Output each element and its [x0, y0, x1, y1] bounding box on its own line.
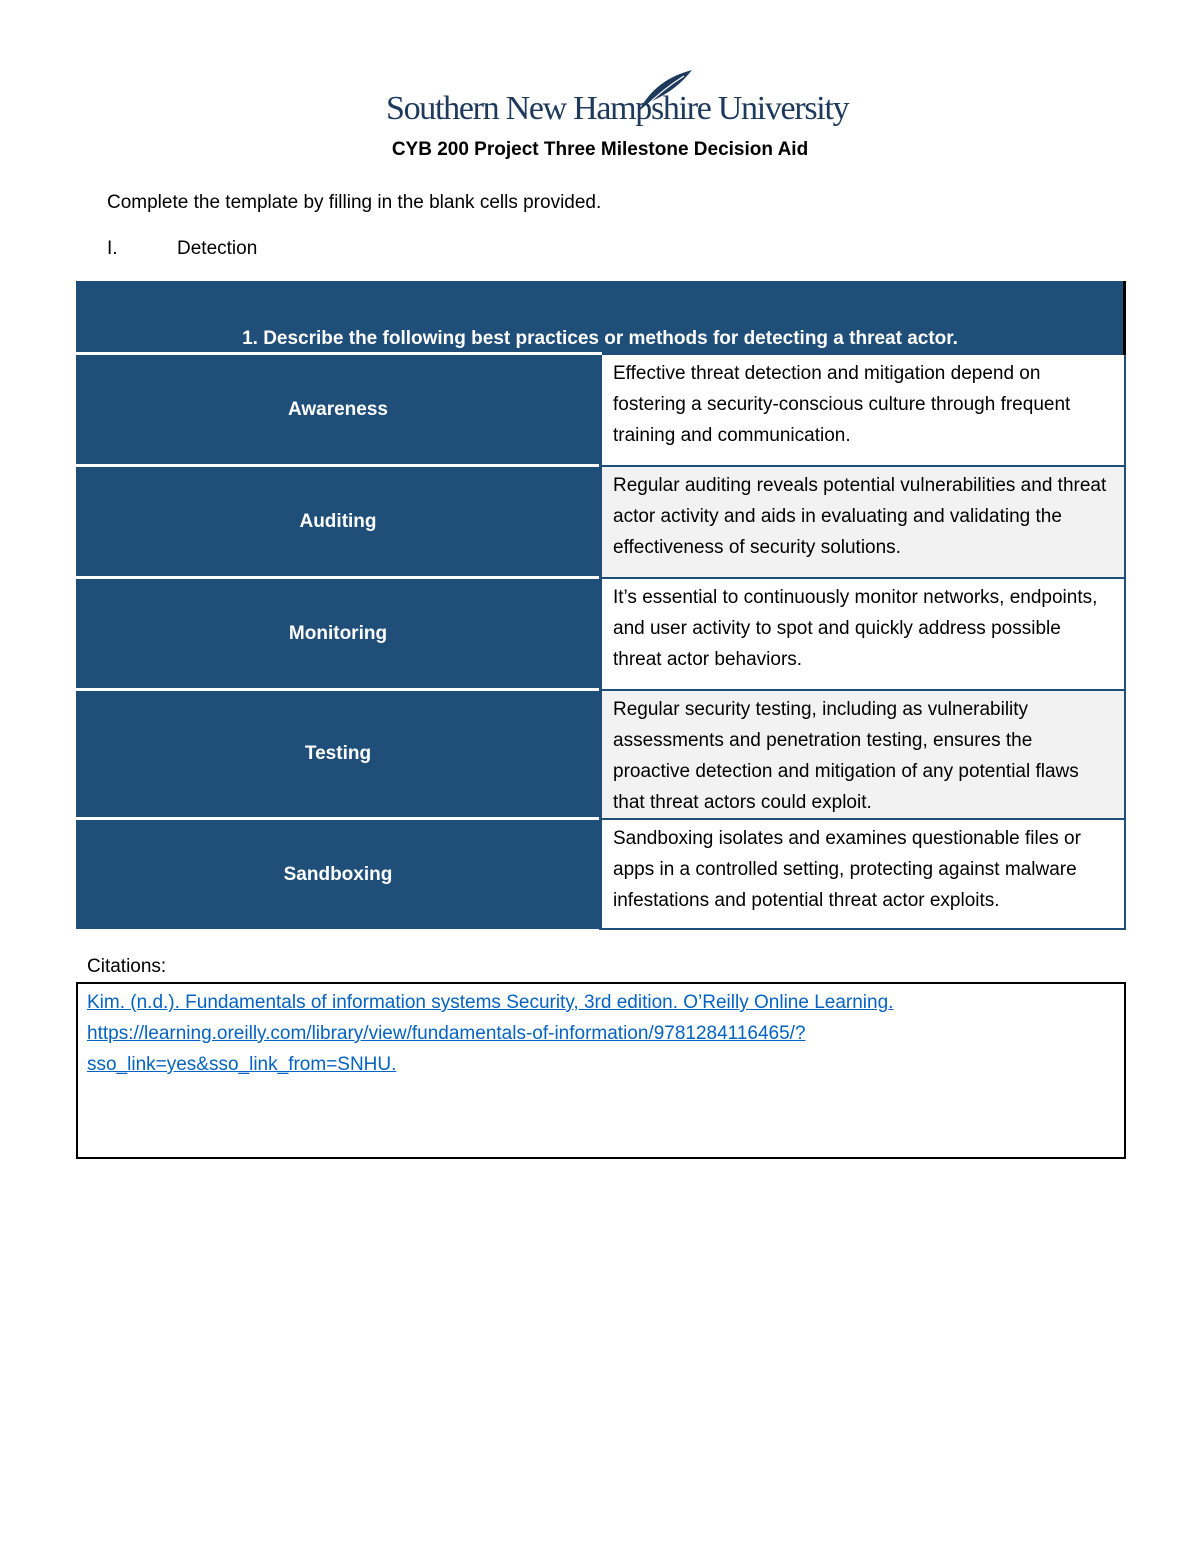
section-number: I. — [107, 238, 118, 259]
row-content-awareness[interactable]: Effective threat detection and mitigation depend on fostering a security-conscious culture through frequent training and communication. — [601, 354, 1125, 466]
table-row — [77, 690, 1125, 819]
citations-label: Citations: — [87, 956, 167, 977]
citations-box[interactable] — [76, 982, 1126, 1159]
instructions-text: Complete the template by filling in the blank cells provided. — [107, 192, 602, 213]
row-content-monitoring[interactable]: It’s essential to continuously monitor networks, endpoints, and user activity to spot and quickly address possible threat actor behaviors. — [601, 578, 1125, 690]
citation-line[interactable]: https://learning.oreilly.com/library/view/fundamentals-of-information/9781284116465/? — [87, 1023, 806, 1044]
university-logo — [386, 68, 849, 136]
row-content-testing[interactable]: Regular security testing, including as vulnerability assessments and penetration testing, ensures the proactive detection and mitigation of any potential flaws that threat actors could exploit. — [601, 690, 1125, 819]
row-content-auditing[interactable]: Regular auditing reveals potential vulnerabilities and threat actor activity and aids in evaluating and validating the effectiveness of security solutions. — [601, 466, 1125, 578]
row-label-testing: Testing — [77, 690, 601, 819]
detection-table — [76, 281, 1126, 930]
table-row — [77, 819, 1125, 930]
table-row — [77, 578, 1125, 690]
row-content-sandboxing[interactable]: Sandboxing isolates and examines questionable files or apps in a controlled setting, protecting against malware infestations and potential threat actor exploits. — [601, 819, 1125, 930]
row-label-auditing: Auditing — [77, 466, 601, 578]
citation-line[interactable]: sso_link=yes&sso_link_from=SNHU. — [87, 1054, 397, 1075]
table-row — [77, 354, 1125, 466]
table-row — [77, 466, 1125, 578]
row-label-sandboxing: Sandboxing — [77, 819, 601, 930]
document-title: CYB 200 Project Three Milestone Decision Aid — [391, 139, 809, 160]
table-header: 1. Describe the following best practices or methods for detecting a threat actor. — [77, 282, 1125, 354]
logo-text: Southern New Hampshire University — [386, 90, 849, 127]
section-heading — [107, 238, 257, 260]
citation-link[interactable] — [87, 987, 1117, 1080]
citation-line[interactable]: Kim. (n.d.). Fundamentals of information systems Security, 3rd edition. O’Reilly Online Learning. — [87, 992, 894, 1013]
section-title: Detection — [177, 238, 258, 259]
row-label-monitoring: Monitoring — [77, 578, 601, 690]
row-label-awareness: Awareness — [77, 354, 601, 466]
